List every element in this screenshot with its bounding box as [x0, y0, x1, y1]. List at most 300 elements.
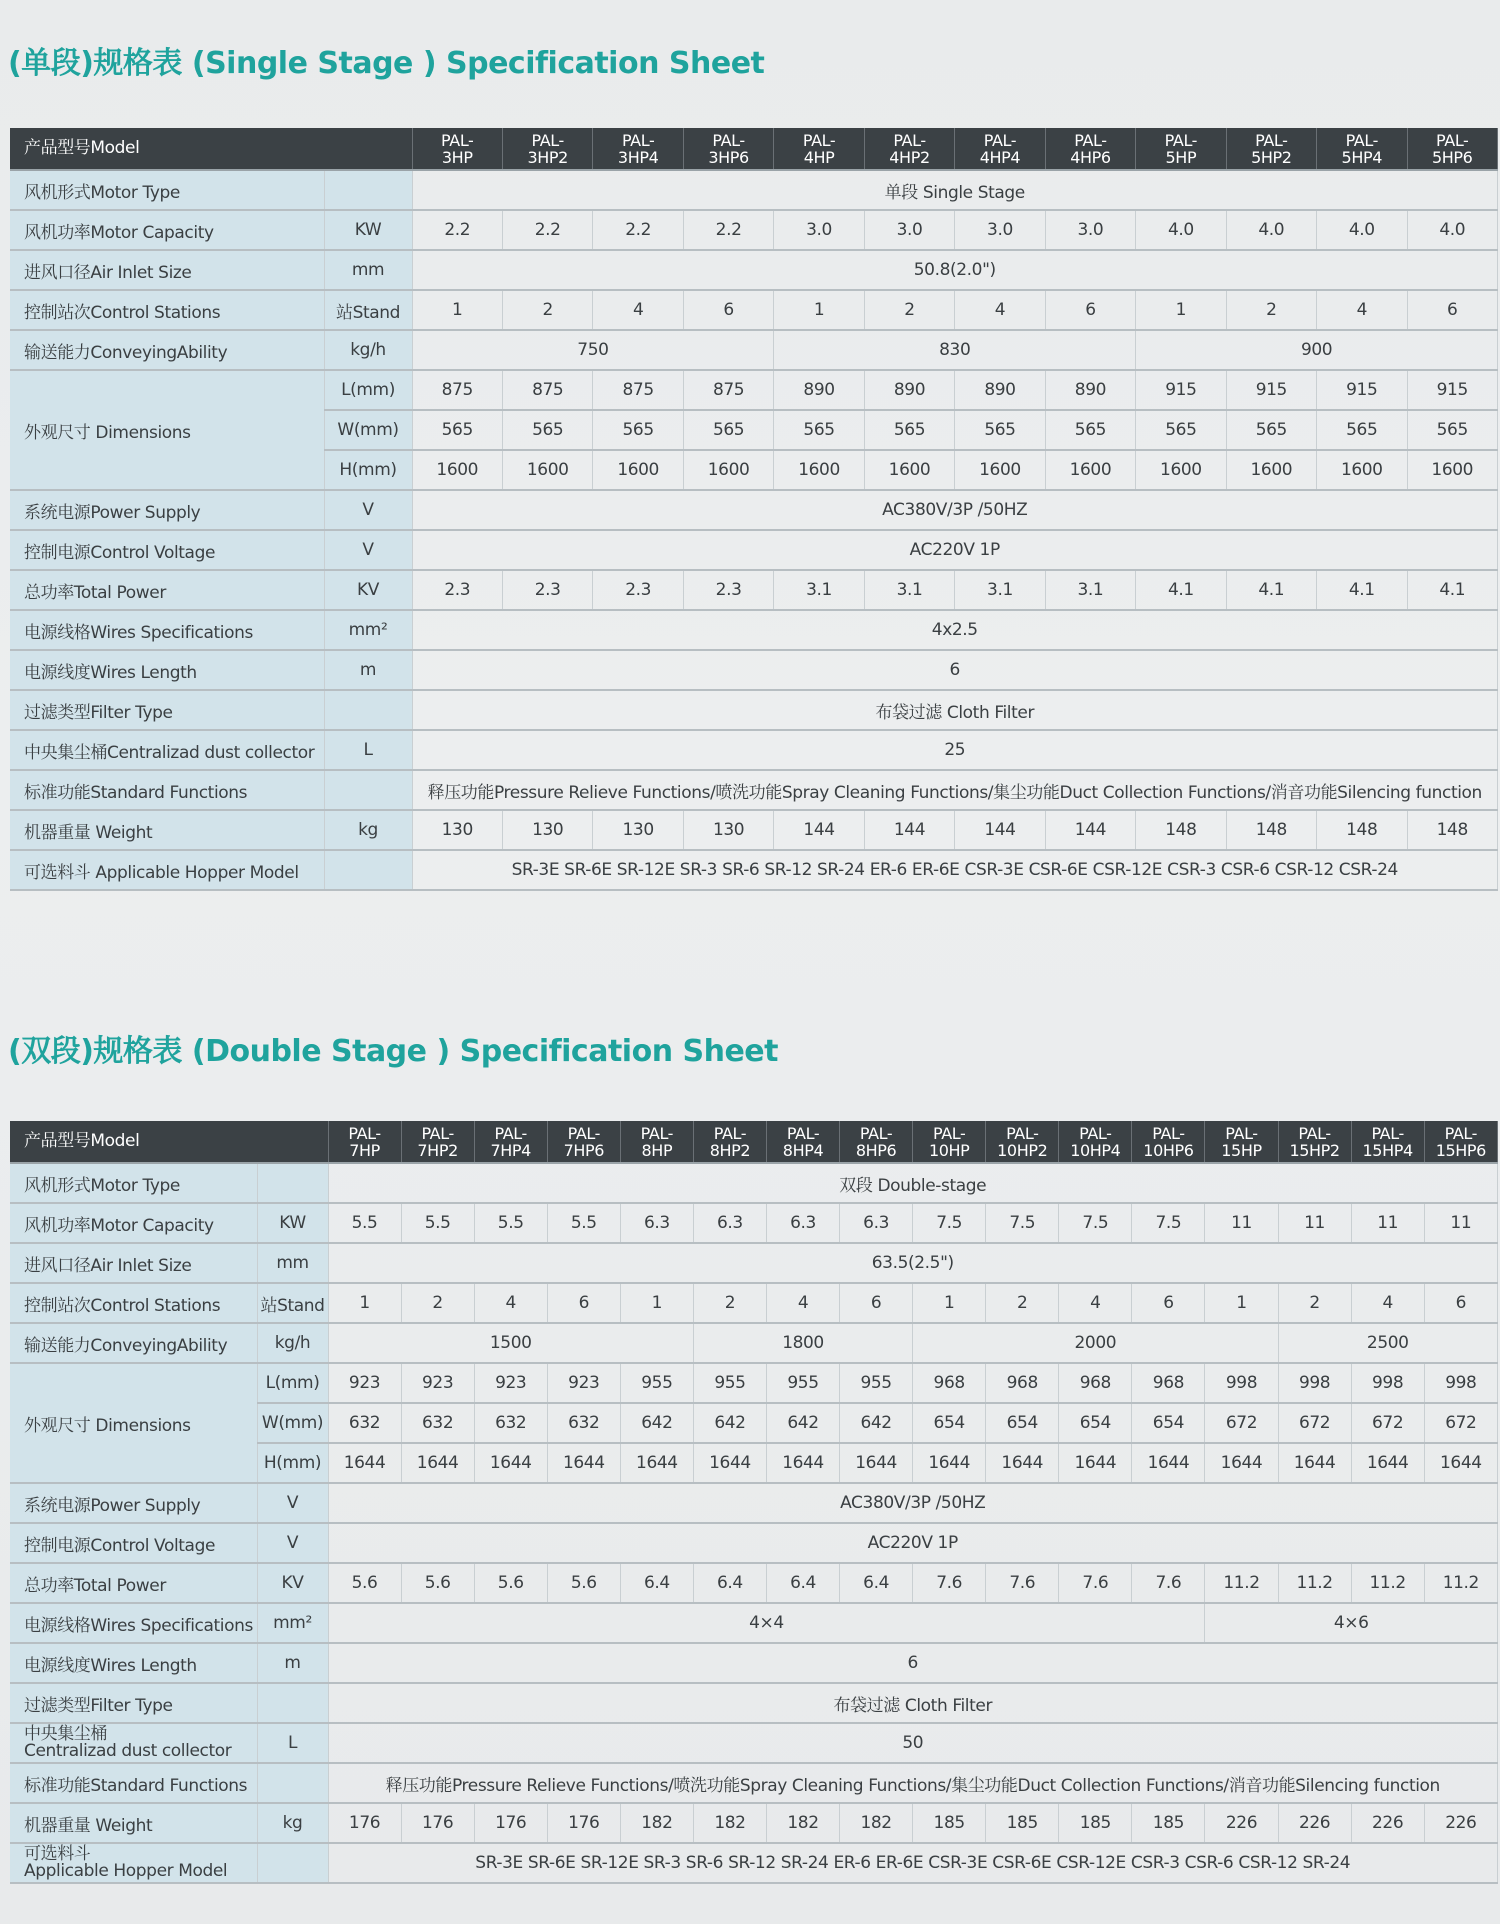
total-power-cell: 6.4	[840, 1563, 913, 1603]
filter-type-value: 布袋过滤 Cloth Filter	[412, 690, 1497, 730]
hopper-row	[10, 1843, 1498, 1883]
dimensions-w-cell: 642	[840, 1403, 913, 1443]
power-supply-row	[10, 1483, 1498, 1523]
model-name	[401, 1121, 474, 1163]
model-name-part: 3HP	[441, 147, 473, 167]
total-power-cell: 2.3	[502, 570, 592, 610]
dimensions-l-cell: 915	[1226, 370, 1316, 410]
dimensions-h-cell: 1644	[986, 1443, 1059, 1483]
weight-cell: 176	[328, 1803, 401, 1843]
air-inlet-unit: mm	[257, 1243, 328, 1283]
motor-type-value: 双段 Double-stage	[328, 1163, 1497, 1203]
dimensions-h-cell: 1644	[474, 1443, 547, 1483]
dimensions-w-cell: 654	[913, 1403, 986, 1443]
model-name-part: PAL-	[1255, 130, 1288, 150]
conveying-group-cell: 1500	[328, 1323, 693, 1363]
total-power-cell: 6.4	[693, 1563, 766, 1603]
control-stations-cell: 2	[1226, 290, 1316, 330]
dimensions-l-cell: 955	[840, 1363, 913, 1403]
dimensions-h-cell: 1644	[840, 1443, 913, 1483]
control-voltage-value: AC220V 1P	[412, 530, 1497, 570]
dust-collector-value: 50	[328, 1723, 1497, 1763]
dimensions-w-cell: 654	[1132, 1403, 1205, 1443]
dimensions-l-row	[10, 1363, 1498, 1403]
single-stage-title: (单段)规格表 (Single Stage ) Specification Sheet	[8, 46, 765, 81]
conveying-row	[10, 1323, 1498, 1363]
weight-cell: 185	[913, 1803, 986, 1843]
dimensions-h-cell: 1600	[1226, 450, 1316, 490]
wires-spec-unit: mm²	[257, 1603, 328, 1643]
total-power-label: 总功率Total Power	[10, 570, 324, 610]
weight-cell: 148	[1226, 810, 1316, 850]
model-name	[593, 128, 683, 170]
dimensions-h-cell: 1600	[955, 450, 1045, 490]
model-name	[683, 128, 773, 170]
model-name-part: PAL-	[893, 130, 926, 150]
air-inlet-row	[10, 1243, 1498, 1283]
dimensions-h-cell: 1644	[1351, 1443, 1424, 1483]
model-name	[986, 1121, 1059, 1163]
dimensions-h-cell: 1600	[502, 450, 592, 490]
weight-cell: 185	[1059, 1803, 1132, 1843]
model-name	[1059, 1121, 1132, 1163]
model-name-part: 3HP6	[708, 147, 749, 167]
motor-capacity-cell: 3.0	[774, 210, 864, 250]
wires-spec-label: 电源线格Wires Specifications	[10, 1603, 257, 1643]
weight-label: 机器重量 Weight	[10, 1803, 257, 1843]
dimensions-l-row	[10, 370, 1498, 410]
dimensions-w-cell: 672	[1278, 1403, 1351, 1443]
dimensions-h-cell: 1644	[766, 1443, 839, 1483]
model-name-part: PAL-	[1345, 130, 1378, 150]
dimensions-h-cell: 1600	[593, 450, 683, 490]
hopper-label	[10, 1843, 257, 1883]
model-name-part: PAL-	[1079, 1123, 1112, 1143]
dimensions-w-cell: 632	[401, 1403, 474, 1443]
power-supply-unit: V	[324, 490, 412, 530]
model-name-part: PAL-	[567, 1123, 600, 1143]
dimensions-l-cell: 955	[766, 1363, 839, 1403]
weight-label: 机器重量 Weight	[10, 810, 324, 850]
standard-functions-label: 标准功能Standard Functions	[10, 770, 324, 810]
dimensions-h-cell: 1644	[328, 1443, 401, 1483]
dimensions-l-cell: 968	[986, 1363, 1059, 1403]
weight-cell: 182	[840, 1803, 913, 1843]
dimensions-l-cell: 890	[955, 370, 1045, 410]
model-name-part: 4HP4	[979, 147, 1021, 167]
dimensions-l-cell: 915	[1407, 370, 1498, 410]
motor-type-value: 单段 Single Stage	[412, 170, 1497, 210]
model-name-part: PAL-	[1074, 130, 1107, 150]
motor-capacity-row	[10, 210, 1498, 250]
wires-length-label: 电源线度Wires Length	[10, 650, 324, 690]
weight-unit: kg	[257, 1803, 328, 1843]
dust-collector-label: 中央集尘桶Centralizad dust collector	[10, 730, 324, 770]
filter-type-value: 布袋过滤 Cloth Filter	[328, 1683, 1497, 1723]
control-stations-cell: 4	[1059, 1283, 1132, 1323]
control-stations-cell: 1	[913, 1283, 986, 1323]
air-inlet-value: 50.8(2.0")	[412, 250, 1497, 290]
total-power-cell: 4.1	[1136, 570, 1226, 610]
control-stations-cell: 2	[986, 1283, 1059, 1323]
total-power-cell: 4.1	[1407, 570, 1498, 610]
dimensions-w-cell: 565	[412, 410, 502, 450]
control-stations-cell: 6	[1132, 1283, 1205, 1323]
wires-spec-row	[10, 610, 1498, 650]
dimensions-h-cell: 1600	[1136, 450, 1226, 490]
dimensions-h-cell: 1600	[1045, 450, 1135, 490]
model-name-part: 15HP6	[1435, 1140, 1486, 1160]
dimensions-h-unit: H(mm)	[324, 450, 412, 490]
dimensions-l-cell: 955	[693, 1363, 766, 1403]
hopper-value: SR-3E SR-6E SR-12E SR-3 SR-6 SR-12 SR-24 ER-6 ER-6E CSR-3E CSR-6E CSR-12E CSR-3 CSR-6 CSR-12 SR-24	[328, 1843, 1497, 1883]
conveying-group-cell: 1800	[693, 1323, 912, 1363]
dimensions-l-cell: 875	[502, 370, 592, 410]
model-name	[774, 128, 864, 170]
model-name-part: 7HP2	[417, 1140, 458, 1160]
single-stage-spec-table	[10, 128, 1498, 891]
wires-spec-row	[10, 1603, 1498, 1643]
dimensions-h-cell: 1644	[1205, 1443, 1278, 1483]
motor-capacity-cell: 6.3	[840, 1203, 913, 1243]
dimensions-w-cell: 565	[955, 410, 1045, 450]
weight-cell: 226	[1278, 1803, 1351, 1843]
control-voltage-label: 控制电源Control Voltage	[10, 1523, 257, 1563]
model-name-part: PAL-	[859, 1123, 893, 1143]
wires-spec-unit: mm²	[324, 610, 412, 650]
model-name-part: 7HP	[349, 1140, 380, 1160]
dimensions-w-cell: 565	[1407, 410, 1498, 450]
total-power-cell: 7.6	[1059, 1563, 1132, 1603]
standard-functions-unit	[257, 1763, 328, 1803]
total-power-cell: 7.6	[1132, 1563, 1205, 1603]
dimensions-h-cell: 1644	[1059, 1443, 1132, 1483]
dimensions-l-cell: 890	[864, 370, 954, 410]
dimensions-l-cell: 998	[1424, 1363, 1497, 1403]
model-name	[766, 1121, 839, 1163]
control-stations-row	[10, 290, 1498, 330]
dimensions-h-cell: 1600	[774, 450, 864, 490]
dimensions-l-cell: 968	[1059, 1363, 1132, 1403]
dust-collector-unit: L	[257, 1723, 328, 1763]
hopper-row	[10, 850, 1498, 890]
control-voltage-unit: V	[324, 530, 412, 570]
dimensions-w-cell: 565	[864, 410, 954, 450]
dimensions-w-cell: 565	[1045, 410, 1135, 450]
conveying-unit: kg/h	[324, 330, 412, 370]
wires-length-row	[10, 650, 1498, 690]
dimensions-w-cell: 565	[1317, 410, 1407, 450]
control-stations-row	[10, 1283, 1498, 1323]
motor-capacity-cell: 6.3	[766, 1203, 839, 1243]
dimensions-label: 外观尺寸 Dimensions	[10, 1363, 257, 1483]
dimensions-l-cell: 923	[547, 1363, 620, 1403]
model-name-part: PAL-	[441, 130, 474, 150]
hopper-unit	[257, 1843, 328, 1883]
model-name-part: 7HP4	[490, 1140, 531, 1160]
control-voltage-unit: V	[257, 1523, 328, 1563]
model-name	[502, 128, 592, 170]
wires-length-unit: m	[257, 1643, 328, 1683]
control-stations-cell: 4	[593, 290, 683, 330]
control-stations-cell: 4	[474, 1283, 547, 1323]
wires-spec-group-cell: 4×4	[328, 1603, 1205, 1643]
dimensions-h-cell: 1600	[1407, 450, 1498, 490]
dimensions-w-cell: 672	[1205, 1403, 1278, 1443]
standard-functions-value: 释压功能Pressure Relieve Functions/喷洗功能Spray Cleaning Functions/集尘功能Duct Collection Functions/消音功能Silencing function	[328, 1763, 1497, 1803]
motor-capacity-cell: 5.5	[547, 1203, 620, 1243]
standard-functions-label: 标准功能Standard Functions	[10, 1763, 257, 1803]
motor-capacity-label: 风机功率Motor Capacity	[10, 210, 324, 250]
weight-cell: 226	[1205, 1803, 1278, 1843]
model-name	[1226, 128, 1316, 170]
motor-capacity-cell: 4.0	[1317, 210, 1407, 250]
dimensions-w-cell: 654	[986, 1403, 1059, 1443]
model-name-part: PAL-	[1371, 1123, 1404, 1143]
standard-functions-row	[10, 770, 1498, 810]
dimensions-w-cell: 565	[683, 410, 773, 450]
control-voltage-row	[10, 530, 1498, 570]
total-power-label: 总功率Total Power	[10, 1563, 257, 1603]
motor-capacity-cell: 7.5	[1132, 1203, 1205, 1243]
power-supply-value: AC380V/3P /50HZ	[412, 490, 1497, 530]
dust-collector-row	[10, 1723, 1498, 1763]
model-header-label: 产品型号Model	[10, 1121, 328, 1163]
control-voltage-label: 控制电源Control Voltage	[10, 530, 324, 570]
model-name	[1205, 1121, 1278, 1163]
weight-cell: 144	[774, 810, 864, 850]
power-supply-value: AC380V/3P /50HZ	[328, 1483, 1497, 1523]
dimensions-w-cell: 654	[1059, 1403, 1132, 1443]
model-name	[1351, 1121, 1424, 1163]
total-power-cell: 2.3	[593, 570, 683, 610]
control-stations-cell: 2	[1278, 1283, 1351, 1323]
control-stations-label: 控制站次Control Stations	[10, 290, 324, 330]
wires-length-value: 6	[412, 650, 1497, 690]
total-power-cell: 6.4	[766, 1563, 839, 1603]
motor-type-label: 风机形式Motor Type	[10, 170, 324, 210]
dimensions-w-cell: 632	[547, 1403, 620, 1443]
power-supply-label: 系统电源Power Supply	[10, 490, 324, 530]
motor-capacity-cell: 5.5	[328, 1203, 401, 1243]
motor-capacity-cell: 7.5	[913, 1203, 986, 1243]
weight-cell: 176	[401, 1803, 474, 1843]
model-name-part: PAL-	[621, 130, 655, 150]
model-name-part: 10HP	[928, 1140, 970, 1160]
dimensions-w-unit: W(mm)	[257, 1403, 328, 1443]
total-power-cell: 11.2	[1424, 1563, 1497, 1603]
dimensions-w-cell: 565	[593, 410, 683, 450]
weight-cell: 176	[474, 1803, 547, 1843]
dimensions-h-cell: 1644	[547, 1443, 620, 1483]
model-name-part: 8HP6	[855, 1140, 897, 1160]
dimensions-l-cell: 923	[401, 1363, 474, 1403]
dimensions-h-cell: 1600	[864, 450, 954, 490]
motor-type-label: 风机形式Motor Type	[10, 1163, 257, 1203]
total-power-cell: 3.1	[955, 570, 1045, 610]
model-name-part: PAL-	[494, 1123, 527, 1143]
model-name	[1278, 1121, 1351, 1163]
model-name-part: PAL-	[1164, 130, 1198, 150]
model-name-part: 15HP	[1221, 1140, 1262, 1160]
hopper-unit	[324, 850, 412, 890]
total-power-row	[10, 570, 1498, 610]
dimensions-l-unit: L(mm)	[257, 1363, 328, 1403]
model-name	[1132, 1121, 1205, 1163]
dimensions-l-cell: 875	[412, 370, 502, 410]
model-name-part: 3HP2	[527, 147, 568, 167]
motor-capacity-unit: KW	[257, 1203, 328, 1243]
dimensions-l-cell: 890	[1045, 370, 1135, 410]
model-name-part: PAL-	[712, 130, 745, 150]
model-name	[1045, 128, 1135, 170]
motor-capacity-cell: 2.2	[412, 210, 502, 250]
weight-row	[10, 810, 1498, 850]
model-name	[864, 128, 954, 170]
model-name-part: 8HP2	[709, 1140, 751, 1160]
total-power-cell: 4.1	[1317, 570, 1407, 610]
control-stations-cell: 6	[547, 1283, 620, 1323]
control-stations-cell: 1	[328, 1283, 401, 1323]
model-name-part: 8HP4	[782, 1140, 824, 1160]
filter-type-row	[10, 1683, 1498, 1723]
dimensions-w-cell: 672	[1424, 1403, 1497, 1443]
model-name-part: PAL-	[713, 1123, 747, 1143]
dimensions-h-cell: 1644	[693, 1443, 766, 1483]
dimensions-w-cell: 672	[1351, 1403, 1424, 1443]
motor-type-unit	[257, 1163, 328, 1203]
model-name	[328, 1121, 401, 1163]
dimensions-l-cell: 923	[328, 1363, 401, 1403]
control-stations-cell: 2	[864, 290, 954, 330]
filter-type-label: 过滤类型Filter Type	[10, 1683, 257, 1723]
conveying-group-cell: 2000	[913, 1323, 1278, 1363]
dust-collector-label-en: Centralizad dust collector	[24, 1741, 232, 1761]
weight-cell: 130	[412, 810, 502, 850]
dimensions-h-cell: 1644	[1424, 1443, 1497, 1483]
total-power-cell: 4.1	[1226, 570, 1316, 610]
control-stations-cell: 4	[766, 1283, 839, 1323]
model-name-part: PAL-	[1225, 1123, 1258, 1143]
weight-cell: 148	[1136, 810, 1226, 850]
filter-type-row	[10, 690, 1498, 730]
dust-collector-label-zh: 中央集尘桶	[24, 1724, 107, 1744]
dimensions-l-cell: 890	[774, 370, 864, 410]
hopper-label: 可选料斗 Applicable Hopper Model	[10, 850, 324, 890]
dimensions-w-cell: 632	[474, 1403, 547, 1443]
model-name-part: 10HP6	[1143, 1140, 1194, 1160]
model-name-part: 15HP2	[1289, 1140, 1340, 1160]
control-stations-cell: 2	[401, 1283, 474, 1323]
dust-collector-row	[10, 730, 1498, 770]
weight-cell: 226	[1351, 1803, 1424, 1843]
conveying-group-cell: 750	[412, 330, 774, 370]
control-stations-cell: 6	[1424, 1283, 1497, 1323]
dimensions-h-cell: 1644	[1132, 1443, 1205, 1483]
power-supply-unit: V	[257, 1483, 328, 1523]
model-header-label: 产品型号Model	[10, 128, 412, 170]
control-stations-cell: 6	[840, 1283, 913, 1323]
model-name	[955, 128, 1045, 170]
model-name-part: 15HP4	[1362, 1140, 1413, 1160]
motor-capacity-cell: 4.0	[1407, 210, 1498, 250]
dimensions-l-cell: 875	[683, 370, 773, 410]
dimensions-l-cell: 915	[1317, 370, 1407, 410]
control-stations-cell: 1	[774, 290, 864, 330]
filter-type-unit	[257, 1683, 328, 1723]
model-name	[913, 1121, 986, 1163]
control-stations-cell: 1	[1205, 1283, 1278, 1323]
motor-capacity-cell: 7.5	[986, 1203, 1059, 1243]
motor-type-row	[10, 1163, 1498, 1203]
motor-capacity-cell: 3.0	[864, 210, 954, 250]
dimensions-h-cell: 1644	[913, 1443, 986, 1483]
control-stations-cell: 4	[1317, 290, 1407, 330]
control-stations-unit: 站Stand	[324, 290, 412, 330]
dimensions-h-cell: 1644	[401, 1443, 474, 1483]
total-power-cell: 5.6	[474, 1563, 547, 1603]
wires-length-label: 电源线度Wires Length	[10, 1643, 257, 1683]
motor-capacity-cell: 6.3	[620, 1203, 693, 1243]
motor-capacity-cell: 5.5	[474, 1203, 547, 1243]
motor-capacity-cell: 11	[1205, 1203, 1278, 1243]
weight-cell: 182	[620, 1803, 693, 1843]
weight-cell: 148	[1317, 810, 1407, 850]
total-power-cell: 5.6	[547, 1563, 620, 1603]
model-name-part: 8HP	[641, 1140, 673, 1160]
control-stations-cell: 6	[683, 290, 773, 330]
model-name-part: 5HP6	[1432, 147, 1473, 167]
total-power-cell: 11.2	[1351, 1563, 1424, 1603]
control-stations-cell: 6	[1045, 290, 1135, 330]
model-name	[547, 1121, 620, 1163]
dimensions-w-cell: 565	[774, 410, 864, 450]
dimensions-h-cell: 1644	[1278, 1443, 1351, 1483]
dimensions-h-unit: H(mm)	[257, 1443, 328, 1483]
total-power-cell: 7.6	[913, 1563, 986, 1603]
model-name-part: PAL-	[1006, 1123, 1039, 1143]
power-supply-label: 系统电源Power Supply	[10, 1483, 257, 1523]
standard-functions-row	[10, 1763, 1498, 1803]
dimensions-l-cell: 998	[1351, 1363, 1424, 1403]
motor-capacity-cell: 4.0	[1136, 210, 1226, 250]
double-stage-title: (双段)规格表 (Double Stage ) Specification Sheet	[8, 1034, 778, 1069]
model-name-part: 10HP4	[1070, 1140, 1121, 1160]
conveying-unit: kg/h	[257, 1323, 328, 1363]
dimensions-l-cell: 998	[1205, 1363, 1278, 1403]
dimensions-l-cell: 968	[1132, 1363, 1205, 1403]
total-power-unit: KV	[257, 1563, 328, 1603]
dimensions-w-cell: 642	[766, 1403, 839, 1443]
control-stations-cell: 1	[412, 290, 502, 330]
model-name	[1424, 1121, 1497, 1163]
motor-capacity-cell: 6.3	[693, 1203, 766, 1243]
model-name-part: 3HP4	[617, 147, 659, 167]
motor-capacity-cell: 2.2	[502, 210, 592, 250]
total-power-cell: 5.6	[401, 1563, 474, 1603]
weight-cell: 130	[683, 810, 773, 850]
total-power-cell: 7.6	[986, 1563, 1059, 1603]
air-inlet-value: 63.5(2.5")	[328, 1243, 1497, 1283]
double-stage-spec-table	[10, 1121, 1498, 1884]
total-power-cell: 11.2	[1278, 1563, 1351, 1603]
dimensions-l-cell: 998	[1278, 1363, 1351, 1403]
model-name-part: 4HP	[803, 147, 835, 167]
motor-capacity-cell: 3.0	[1045, 210, 1135, 250]
model-name-part: PAL-	[640, 1123, 674, 1143]
dimensions-l-cell: 915	[1136, 370, 1226, 410]
model-name-part: 5HP2	[1251, 147, 1292, 167]
